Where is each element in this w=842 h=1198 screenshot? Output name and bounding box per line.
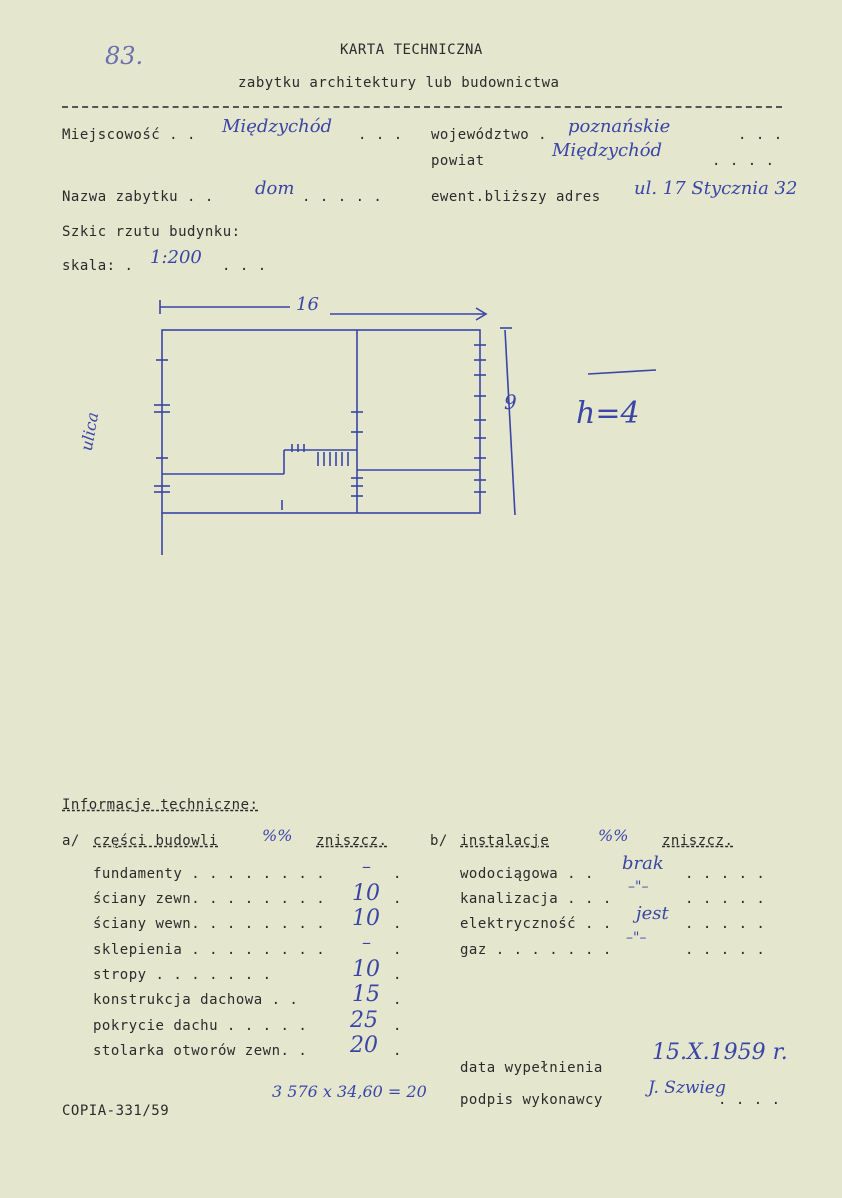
technical-heading: Informacje techniczne:	[62, 797, 259, 813]
stairs-icon	[292, 444, 348, 466]
installation-value: –"–	[626, 930, 647, 946]
adres-label: ewent.bliższy adres	[431, 189, 601, 205]
part-label: konstrukcja dachowa . .	[93, 992, 299, 1008]
card-title: KARTA TECHNICZNA	[340, 42, 483, 58]
wojewodztwo-dots: . . .	[738, 127, 783, 143]
col-a-title: części budowli	[93, 833, 219, 849]
part-label: stolarka otworów zewn. .	[93, 1043, 308, 1059]
roof-height-mark	[588, 370, 656, 374]
card-subtitle: zabytku architektury lub budownictwa	[238, 75, 560, 91]
calculation-note: 3 576 x 34,60 = 20	[272, 1082, 427, 1101]
part-tail: .	[393, 992, 402, 1008]
street-side-label: ulica	[76, 410, 103, 453]
page-number: 83.	[105, 42, 144, 70]
part-value: 10	[352, 906, 380, 931]
miejscowosc-value: Międzychód	[222, 116, 333, 137]
part-tail: .	[393, 942, 402, 958]
part-value: –	[362, 856, 371, 877]
width-dimension-label: 16	[296, 294, 319, 315]
part-tail: .	[393, 967, 402, 983]
installation-tail: . . . . .	[685, 942, 766, 958]
depth-dimension-label: 9	[504, 390, 517, 414]
installation-tail: . . . . .	[685, 891, 766, 907]
miejscowosc-dots: . . .	[358, 127, 403, 143]
part-label: sklepienia . . . . . . . .	[93, 942, 326, 958]
col-b-prefix: b/	[430, 833, 448, 849]
part-value: 15	[352, 982, 380, 1007]
powiat-dots: . . . .	[712, 153, 775, 169]
part-value: 10	[352, 881, 380, 906]
installation-tail: . . . . .	[685, 866, 766, 882]
nazwa-label: Nazwa zabytku . .	[62, 189, 214, 205]
copy-code: COPIA-331/59	[62, 1103, 170, 1119]
installation-label: wodociągowa . .	[460, 866, 594, 882]
part-label: pokrycie dachu . . . . .	[93, 1018, 308, 1034]
col-a-percent: %%	[262, 826, 293, 845]
wojewodztwo-label: województwo .	[431, 127, 548, 143]
part-value: 25	[350, 1008, 378, 1033]
installation-tail: . . . . .	[685, 916, 766, 932]
wojewodztwo-value: poznańskie	[568, 116, 671, 137]
installation-label: kanalizacja . . .	[460, 891, 612, 907]
col-a-zniszcz: zniszcz.	[316, 833, 388, 849]
part-tail: .	[393, 891, 402, 907]
installation-value: –"–	[628, 879, 649, 895]
part-tail: .	[393, 1043, 402, 1059]
podpis-label: podpis wykonawcy	[460, 1092, 603, 1108]
part-value: –	[362, 932, 371, 953]
part-tail: .	[393, 866, 402, 882]
roof-height-label: h=4	[576, 396, 640, 431]
col-b-zniszcz: zniszcz.	[662, 833, 734, 849]
part-label: stropy . . . . . . .	[93, 967, 272, 983]
skala-label: skala: .	[62, 258, 134, 274]
part-value: 20	[350, 1033, 378, 1058]
col-b-title: instalacje	[460, 833, 550, 849]
installation-label: elektryczność . .	[460, 916, 612, 932]
installation-value: jest	[636, 903, 669, 924]
installation-label: gaz . . . . . . .	[460, 942, 612, 958]
podpis-value: J. Szwieg	[648, 1078, 726, 1098]
skala-value: 1:200	[150, 247, 202, 268]
part-tail: .	[393, 916, 402, 932]
part-value: 10	[352, 957, 380, 982]
installation-value: brak	[622, 853, 664, 874]
part-label: ściany wewn. . . . . . . .	[93, 916, 326, 932]
powiat-label: powiat	[431, 153, 485, 169]
data-label: data wypełnienia	[460, 1060, 603, 1076]
adres-value: ul. 17 Stycznia 32	[634, 178, 798, 199]
podpis-dots: . . . .	[718, 1092, 781, 1108]
col-a-prefix: a/	[62, 833, 80, 849]
depth-dimension-line	[505, 330, 515, 515]
part-tail: .	[393, 1018, 402, 1034]
powiat-value: Międzychód	[552, 140, 663, 161]
szkic-label: Szkic rzutu budynku:	[62, 224, 241, 240]
nazwa-value: dom	[255, 178, 295, 199]
part-label: ściany zewn. . . . . . . .	[93, 891, 326, 907]
miejscowosc-label: Miejscowość . .	[62, 127, 196, 143]
data-value: 15.X.1959 r.	[652, 1040, 788, 1065]
part-label: fundamenty . . . . . . . .	[93, 866, 326, 882]
skala-dots: . . .	[222, 258, 267, 274]
nazwa-dots: . . . . .	[302, 189, 383, 205]
building-outline	[162, 330, 480, 513]
col-b-percent: %%	[598, 826, 629, 845]
